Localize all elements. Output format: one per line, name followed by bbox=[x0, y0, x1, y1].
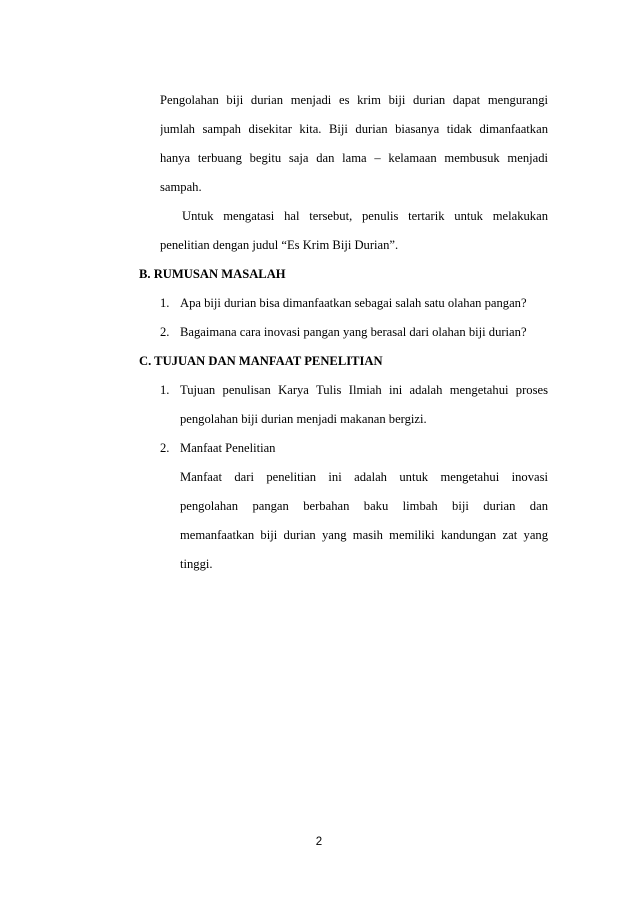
section-c-item-2-number: 2. bbox=[160, 441, 170, 455]
section-b-item-1-text: Apa biji durian bisa dimanfaatkan sebagai salah satu olahan pangan? bbox=[180, 296, 527, 310]
paragraph-1-line-1: Pengolahan biji durian menjadi es krim biji durian dapat mengurangi bbox=[160, 93, 548, 107]
section-c-item-2-line-2: pengolahan pangan berbahan baku limbah biji durian dan bbox=[180, 499, 548, 513]
page-number: 2 bbox=[315, 836, 323, 848]
section-c-item-2-line-1: Manfaat dari penelitian ini adalah untuk mengetahui inovasi bbox=[180, 470, 548, 484]
section-c-item-1-line-2: pengolahan biji durian menjadi makanan bergizi. bbox=[180, 412, 427, 426]
paragraph-2-line-1: Untuk mengatasi hal tersebut, penulis tertarik untuk melakukan bbox=[182, 209, 548, 223]
paragraph-2-line-2: penelitian dengan judul “Es Krim Biji Durian”. bbox=[160, 238, 399, 252]
section-c-item-2-line-4: tinggi. bbox=[180, 557, 213, 571]
section-c-item-2-title: Manfaat Penelitian bbox=[180, 441, 276, 455]
paragraph-1-line-3: hanya terbuang begitu saja dan lama – kelamaan membusuk menjadi bbox=[160, 151, 548, 165]
section-b-item-1-number: 1. bbox=[160, 296, 170, 310]
section-c-item-2-line-3: memanfaatkan biji durian yang masih memiliki kandungan zat yang bbox=[180, 528, 548, 542]
section-b-item-2-text: Bagaimana cara inovasi pangan yang berasal dari olahan biji durian? bbox=[180, 325, 527, 339]
section-b-item-2-number: 2. bbox=[160, 325, 170, 339]
paragraph-1-line-4: sampah. bbox=[160, 180, 202, 194]
section-c-heading: C. TUJUAN DAN MANFAAT PENELITIAN bbox=[139, 354, 383, 368]
section-b-heading: B. RUMUSAN MASALAH bbox=[139, 267, 286, 281]
paragraph-1-line-2: jumlah sampah disekitar kita. Biji durian biasanya tidak dimanfaatkan bbox=[160, 122, 548, 136]
section-c-item-1-number: 1. bbox=[160, 383, 170, 397]
section-c-item-1-line-1: Tujuan penulisan Karya Tulis Ilmiah ini adalah mengetahui proses bbox=[180, 383, 548, 397]
